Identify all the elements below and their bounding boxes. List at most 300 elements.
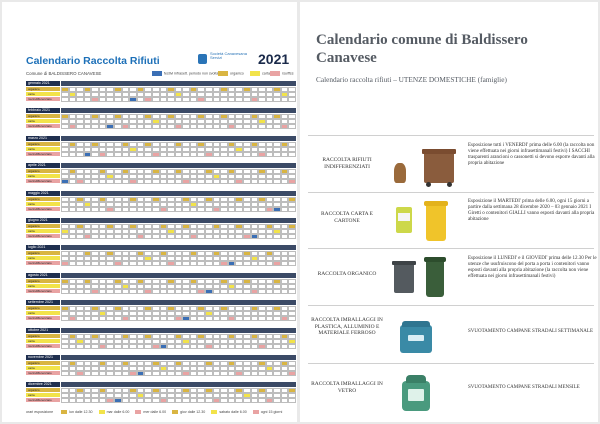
day-cell <box>122 97 130 102</box>
day-cell <box>220 344 228 349</box>
day-header-cell <box>129 218 137 223</box>
row-label: carta <box>26 202 60 206</box>
day-header-cell <box>190 163 198 168</box>
day-cell <box>84 261 92 266</box>
day-header-cell <box>160 328 168 333</box>
day-header-cell <box>258 191 266 196</box>
day-cell <box>190 207 198 212</box>
row-label: rsu/indifferenziato <box>26 344 60 348</box>
day-cell <box>106 344 114 349</box>
day-cell <box>288 179 296 184</box>
month-block <box>26 273 296 295</box>
day-cell <box>205 97 213 102</box>
day-cell <box>152 152 160 157</box>
day-header-cell <box>122 273 130 278</box>
day-header-cell <box>91 191 99 196</box>
footer-item <box>135 410 166 414</box>
day-cell <box>61 234 69 239</box>
day-header-cell <box>235 382 243 387</box>
footer-swatch <box>99 410 105 414</box>
day-cell <box>106 124 114 129</box>
day-header-cell <box>190 328 198 333</box>
day-header-cell <box>114 245 122 250</box>
day-header-cell <box>152 136 160 141</box>
day-cell <box>114 152 122 157</box>
day-header-cell <box>106 273 114 278</box>
day-cell <box>243 179 251 184</box>
day-cell <box>160 371 168 376</box>
day-header-cell <box>106 355 114 360</box>
calendar-page <box>2 2 297 422</box>
day-header-cell <box>99 328 107 333</box>
day-cell <box>190 234 198 239</box>
day-header-cell <box>69 191 77 196</box>
day-header-cell <box>197 163 205 168</box>
day-cell <box>258 261 266 266</box>
day-cell <box>266 97 274 102</box>
day-header-cell <box>281 108 289 113</box>
day-header-cell <box>84 108 92 113</box>
day-header-cell <box>266 191 274 196</box>
day-header-cell <box>69 355 77 360</box>
day-header-cell <box>243 218 251 223</box>
day-header-cell <box>228 163 236 168</box>
day-header-cell <box>137 218 145 223</box>
day-header-cell <box>273 355 281 360</box>
day-cell <box>258 344 266 349</box>
day-cell <box>84 179 92 184</box>
day-cell <box>144 207 152 212</box>
logo-mark-icon <box>198 54 207 64</box>
day-header-cell <box>228 218 236 223</box>
day-header-cell <box>129 108 137 113</box>
day-header-cell <box>91 300 99 305</box>
day-header-cell <box>122 218 130 223</box>
day-header-cell <box>122 136 130 141</box>
day-cell <box>266 207 274 212</box>
day-cell <box>251 124 259 129</box>
day-cell <box>175 234 183 239</box>
day-header-cell <box>235 191 243 196</box>
row-label: rsu/indifferenziato <box>26 261 60 265</box>
day-header-cell <box>114 108 122 113</box>
day-cell <box>76 179 84 184</box>
section-vetro <box>308 371 594 417</box>
day-header-cell <box>137 273 145 278</box>
day-cell <box>114 316 122 321</box>
row-label: organico <box>26 114 60 118</box>
day-header-cell <box>144 136 152 141</box>
day-header-cell <box>288 355 296 360</box>
day-cell <box>281 97 289 102</box>
day-cell <box>197 316 205 321</box>
day-cell <box>76 234 84 239</box>
day-header-cell <box>160 273 168 278</box>
month-block <box>26 328 296 350</box>
day-cell <box>114 234 122 239</box>
day-header-cell <box>175 382 183 387</box>
day-header-cell <box>106 108 114 113</box>
row-label: rsu/indifferenziato <box>26 97 60 101</box>
day-header-cell <box>288 163 296 168</box>
day-cell <box>273 207 281 212</box>
day-header-cell <box>235 81 243 86</box>
day-cell <box>273 316 281 321</box>
day-cell <box>258 124 266 129</box>
day-cell <box>137 316 145 321</box>
day-cell <box>84 289 92 294</box>
day-cell <box>213 97 221 102</box>
day-header-cell <box>228 328 236 333</box>
day-header-cell <box>273 300 281 305</box>
day-cell <box>84 152 92 157</box>
day-cell <box>243 371 251 376</box>
day-cell <box>160 179 168 184</box>
day-cell <box>273 289 281 294</box>
day-cell <box>182 207 190 212</box>
day-cell <box>205 344 213 349</box>
day-header-cell <box>205 382 213 387</box>
day-cell <box>106 207 114 212</box>
month-block <box>26 108 296 130</box>
day-cell <box>175 289 183 294</box>
day-header-cell <box>137 81 145 86</box>
day-cell <box>91 261 99 266</box>
day-header-cell <box>197 81 205 86</box>
day-header-cell <box>122 245 130 250</box>
day-header-cell <box>144 245 152 250</box>
day-header-cell <box>99 355 107 360</box>
footer-label: sabato dalle 6.00 <box>219 410 247 414</box>
month-label: novembre 2021 <box>26 355 60 360</box>
day-header-cell <box>84 382 92 387</box>
day-header-cell <box>273 218 281 223</box>
day-cell <box>213 289 221 294</box>
day-header-cell <box>243 355 251 360</box>
row-label: rsu/indifferenziato <box>26 371 60 375</box>
day-header-cell <box>190 108 198 113</box>
day-cell <box>213 371 221 376</box>
day-cell <box>273 261 281 266</box>
yellow-bin-icon <box>392 201 458 241</box>
day-cell <box>144 344 152 349</box>
day-header-cell <box>220 81 228 86</box>
day-cell <box>228 207 236 212</box>
day-header-cell <box>243 108 251 113</box>
day-cell <box>175 371 183 376</box>
day-header-cell <box>84 218 92 223</box>
day-cell <box>76 316 84 321</box>
day-cell <box>220 152 228 157</box>
day-header-cell <box>160 245 168 250</box>
day-header-cell <box>213 382 221 387</box>
day-header-cell <box>144 328 152 333</box>
day-header-cell <box>228 191 236 196</box>
day-header-cell <box>288 218 296 223</box>
footer-item <box>61 410 92 414</box>
day-cell <box>273 97 281 102</box>
day-header-cell <box>167 191 175 196</box>
footer-label: ogni 15 giorni <box>260 410 283 414</box>
day-header-cell <box>61 218 69 223</box>
day-header-cell <box>213 136 221 141</box>
day-cell <box>281 344 289 349</box>
day-cell <box>281 207 289 212</box>
day-header-cell <box>190 218 198 223</box>
day-header-cell <box>190 81 198 86</box>
legend-swatch <box>152 71 162 76</box>
day-header-cell <box>129 273 137 278</box>
row-label: rsu/indifferenziato <box>26 124 60 128</box>
month-block <box>26 81 296 103</box>
day-header-cell <box>258 136 266 141</box>
day-cell <box>129 289 137 294</box>
day-header-cell <box>228 81 236 86</box>
day-header-cell <box>190 382 198 387</box>
day-cell <box>99 371 107 376</box>
day-cell <box>288 316 296 321</box>
day-header-cell <box>266 382 274 387</box>
day-header-cell <box>106 136 114 141</box>
day-cell <box>84 207 92 212</box>
day-header-cell <box>175 163 183 168</box>
day-header-cell <box>91 218 99 223</box>
day-cell <box>213 316 221 321</box>
day-cell <box>167 398 175 403</box>
day-header-cell <box>190 191 198 196</box>
day-header-cell <box>129 163 137 168</box>
day-cell <box>167 179 175 184</box>
day-header-cell <box>99 191 107 196</box>
day-header-cell <box>205 355 213 360</box>
day-header-cell <box>137 328 145 333</box>
day-header-cell <box>228 108 236 113</box>
day-cell <box>228 261 236 266</box>
month-label: giugno 2021 <box>26 218 60 223</box>
glass-bell-container-icon <box>400 375 432 413</box>
day-header-cell <box>288 273 296 278</box>
day-cell <box>160 234 168 239</box>
day-cell <box>243 97 251 102</box>
day-header-cell <box>197 328 205 333</box>
day-header-cell <box>182 108 190 113</box>
section-label: RACCOLTA ORGANICO <box>317 271 377 277</box>
day-cell <box>288 234 296 239</box>
day-header-cell <box>175 273 183 278</box>
day-header-cell <box>197 218 205 223</box>
day-cell <box>258 234 266 239</box>
day-cell <box>69 97 77 102</box>
day-cell <box>205 152 213 157</box>
day-header-cell <box>167 328 175 333</box>
day-cell <box>235 152 243 157</box>
day-cell <box>205 179 213 184</box>
day-cell <box>76 97 84 102</box>
day-header-cell <box>288 328 296 333</box>
day-header-cell <box>175 81 183 86</box>
day-cell <box>175 97 183 102</box>
day-header-cell <box>258 273 266 278</box>
section-description: SVUOTAMENTO CAMPANE STRADALI MENSILE <box>468 385 580 390</box>
day-cell <box>129 152 137 157</box>
day-cell <box>167 207 175 212</box>
day-cell <box>273 152 281 157</box>
day-cell <box>251 234 259 239</box>
row-label: carta <box>26 311 60 315</box>
day-cell <box>114 289 122 294</box>
day-header-cell <box>205 191 213 196</box>
day-header-cell <box>190 300 198 305</box>
day-header-cell <box>84 273 92 278</box>
day-cell <box>152 289 160 294</box>
day-cell <box>205 371 213 376</box>
day-header-cell <box>266 218 274 223</box>
day-header-cell <box>251 163 259 168</box>
day-header-cell <box>273 245 281 250</box>
day-header-cell <box>273 163 281 168</box>
day-cell <box>114 344 122 349</box>
day-cell <box>76 371 84 376</box>
day-cell <box>122 344 130 349</box>
day-cell <box>243 207 251 212</box>
day-cell <box>91 207 99 212</box>
day-cell <box>273 234 281 239</box>
day-header-cell <box>122 191 130 196</box>
section-divider <box>308 192 594 193</box>
day-header-cell <box>197 136 205 141</box>
legend-label: carta <box>262 71 270 76</box>
day-header-cell <box>160 81 168 86</box>
day-header-cell <box>144 300 152 305</box>
day-cell <box>273 398 281 403</box>
day-cell <box>190 261 198 266</box>
day-cell <box>99 398 107 403</box>
day-header-cell <box>152 218 160 223</box>
section-description: Esposizione tutti i VENERDI' prima delle 6.00 (la raccolta non viene effettuata nei giorni infrasettimanali festivi) I SACCHI trasparenti arancioni o cassonetti si devono esporre davanti alla propria abitazione <box>468 143 595 166</box>
day-header-cell <box>243 300 251 305</box>
row-label: carta <box>26 366 60 370</box>
day-cell <box>258 152 266 157</box>
day-header-cell <box>258 108 266 113</box>
day-header-cell <box>266 163 274 168</box>
day-cell <box>175 344 183 349</box>
day-cell <box>251 152 259 157</box>
day-cell <box>266 398 274 403</box>
day-cell <box>197 179 205 184</box>
day-cell <box>69 124 77 129</box>
day-header-cell <box>266 328 274 333</box>
day-cell <box>175 398 183 403</box>
day-cell <box>99 124 107 129</box>
day-header-cell <box>76 328 84 333</box>
day-header-cell <box>76 273 84 278</box>
day-header-cell <box>220 382 228 387</box>
day-header-cell <box>129 136 137 141</box>
info-page <box>300 2 598 422</box>
day-header-cell <box>243 382 251 387</box>
day-cell <box>258 97 266 102</box>
day-header-cell <box>190 355 198 360</box>
day-header-cell <box>167 355 175 360</box>
day-cell <box>213 207 221 212</box>
day-cell <box>152 261 160 266</box>
day-header-cell <box>288 245 296 250</box>
section-plastica <box>308 313 594 359</box>
row-label: carta <box>26 393 60 397</box>
day-header-cell <box>91 273 99 278</box>
day-header-cell <box>197 191 205 196</box>
day-cell <box>122 289 130 294</box>
day-header-cell <box>91 136 99 141</box>
day-cell <box>213 179 221 184</box>
day-header-cell <box>167 273 175 278</box>
day-cell <box>175 316 183 321</box>
day-header-cell <box>175 218 183 223</box>
day-header-cell <box>197 382 205 387</box>
row-label: carta <box>26 256 60 260</box>
day-cell <box>197 371 205 376</box>
day-header-cell <box>281 81 289 86</box>
day-cell <box>288 124 296 129</box>
day-header-cell <box>106 191 114 196</box>
day-cell <box>99 261 107 266</box>
day-header-cell <box>251 81 259 86</box>
day-header-cell <box>205 245 213 250</box>
day-header-cell <box>251 245 259 250</box>
day-cell <box>190 124 198 129</box>
day-cell <box>99 152 107 157</box>
day-header-cell <box>84 300 92 305</box>
day-header-cell <box>288 191 296 196</box>
legend-swatch <box>270 71 280 76</box>
day-cell <box>281 398 289 403</box>
day-cell <box>220 289 228 294</box>
day-header-cell <box>129 300 137 305</box>
day-header-cell <box>106 300 114 305</box>
day-header-cell <box>76 191 84 196</box>
section-divider <box>308 305 594 306</box>
day-header-cell <box>152 300 160 305</box>
day-cell <box>220 398 228 403</box>
day-cell <box>258 398 266 403</box>
day-cell <box>144 316 152 321</box>
day-header-cell <box>152 355 160 360</box>
day-header-cell <box>152 108 160 113</box>
day-header-cell <box>99 245 107 250</box>
day-header-cell <box>91 81 99 86</box>
day-header-cell <box>84 163 92 168</box>
day-header-cell <box>152 382 160 387</box>
day-header-cell <box>251 382 259 387</box>
day-cell <box>281 124 289 129</box>
day-cell <box>137 207 145 212</box>
row-label: rsu/indifferenziato <box>26 234 60 238</box>
brown-bin-and-bag-icon <box>392 147 458 187</box>
day-cell <box>144 234 152 239</box>
legend-item <box>218 71 244 76</box>
day-header-cell <box>61 81 69 86</box>
day-cell <box>197 344 205 349</box>
day-cell <box>137 261 145 266</box>
day-header-cell <box>69 300 77 305</box>
day-header-cell <box>160 191 168 196</box>
month-day-grid <box>61 108 296 130</box>
day-cell <box>175 261 183 266</box>
day-cell <box>167 97 175 102</box>
day-header-cell <box>175 136 183 141</box>
row-label: rsu/indifferenziato <box>26 152 60 156</box>
day-cell <box>281 261 289 266</box>
